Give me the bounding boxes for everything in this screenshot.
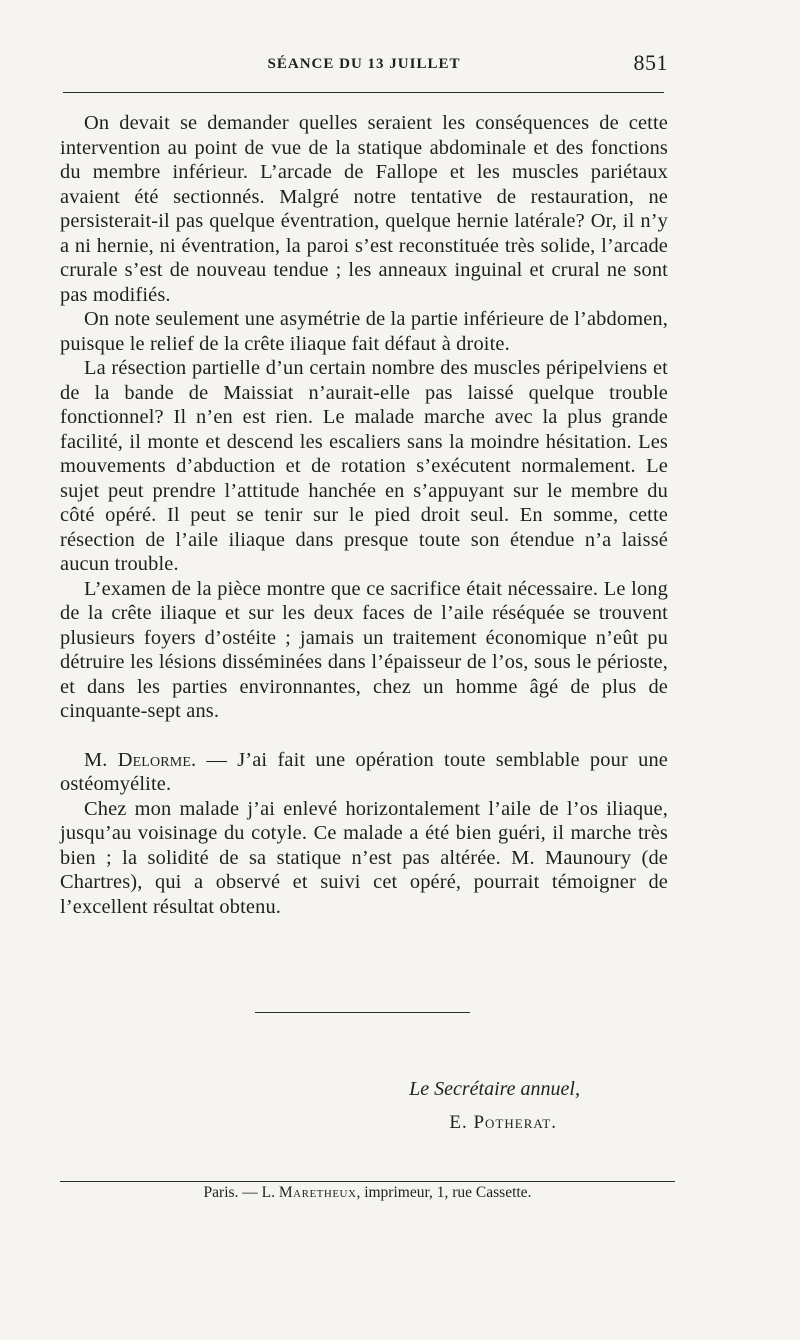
paragraph-resection: La résection partielle d’un certain nombre des muscles péripelviens et de la bande de Maissiat n’aurait-elle pas laissé quelque trouble fonctionnel? Il n’en est rien. Le malade marche avec la plus grande facilité, il monte et descend les escaliers sans la moindre hésitation. Les mouvements d’abduction et de rotation s’exécutent normalement. Le sujet peut prendre l’attitude hanchée en s’appuyant sur le membre du côté opéré. Il peut se tenir sur le pied droit seul. En somme, cette résection de l’aile iliaque dans presque toute son étendue n’a laissé aucun trouble. xyxy=(60,357,668,575)
paragraph-delorme xyxy=(60,748,668,797)
imprint-printer: Maretheux xyxy=(278,1184,357,1201)
running-header xyxy=(60,47,668,79)
signature-name: E. Potherat. xyxy=(449,1112,557,1133)
paragraph-statique: On devait se demander quelles seraient les conséquences de cette intervention au point de vue de la statique abdominale et des fonctions du membre inférieur. L’arcade de Fallope et les muscles pariétaux avaient été sectionnés. Malgré notre tentative de restauration, ne persisterait-il pas quelque éventration, quelque hernie latérale? Or, il n’y a ni hernie, ni éventration, la paroi s’est reconstituée très solide, l’arcade crurale s’est de nouveau tendue ; les anneaux inguinal et crural ne sont pas modifiés. xyxy=(60,112,668,306)
body-text xyxy=(60,111,668,919)
speaker-name: Delorme xyxy=(117,748,192,771)
speaker-prefix: M. xyxy=(84,748,118,771)
section-separator-rule xyxy=(255,1012,470,1013)
printer-imprint xyxy=(60,1184,675,1202)
header-rule xyxy=(63,92,664,93)
speaker-statement: . — J’ai fait une opération toute semblable pour une ostéomyélite. xyxy=(60,748,668,795)
signature-role: Le Secrétaire annuel, xyxy=(409,1078,580,1100)
paragraph-delorme-followup: Chez mon malade j’ai enlevé horizontalement l’aile de l’os iliaque, jusqu’au voisinage du cotyle. Ce malade a été bien guéri, il marche très bien ; la solidité de sa statique n’est pas altérée. M. Maunoury (de Chartres), qui a observé et suivi cet opéré, pourrait témoigner de l’excellent résultat obtenu. xyxy=(60,797,668,918)
imprint-city: Paris. — L. xyxy=(203,1184,279,1201)
imprint-details: , imprimeur, 1, rue Cassette. xyxy=(356,1184,532,1201)
paragraph-examen: L’examen de la pièce montre que ce sacrifice était nécessaire. Le long de la crête iliaque et sur les deux faces de l’aile réséquée se trouvent plusieurs foyers d’ostéite ; jamais un traitement économique n’eût pu détruire les lésions disséminées dans l’épaisseur de l’os, sous le périoste, et dans les parties environnantes, chez un homme âgé de plus de cinquante-sept ans. xyxy=(60,577,668,722)
footer-rule xyxy=(60,1181,675,1182)
running-title: SÉANCE DU 13 JUILLET xyxy=(267,56,461,72)
paragraph-asymetrie: On note seulement une asymétrie de la partie inférieure de l’abdomen, puisque le relief de la crête iliaque fait défaut à droite. xyxy=(60,308,668,355)
page-number: 851 xyxy=(633,50,668,75)
